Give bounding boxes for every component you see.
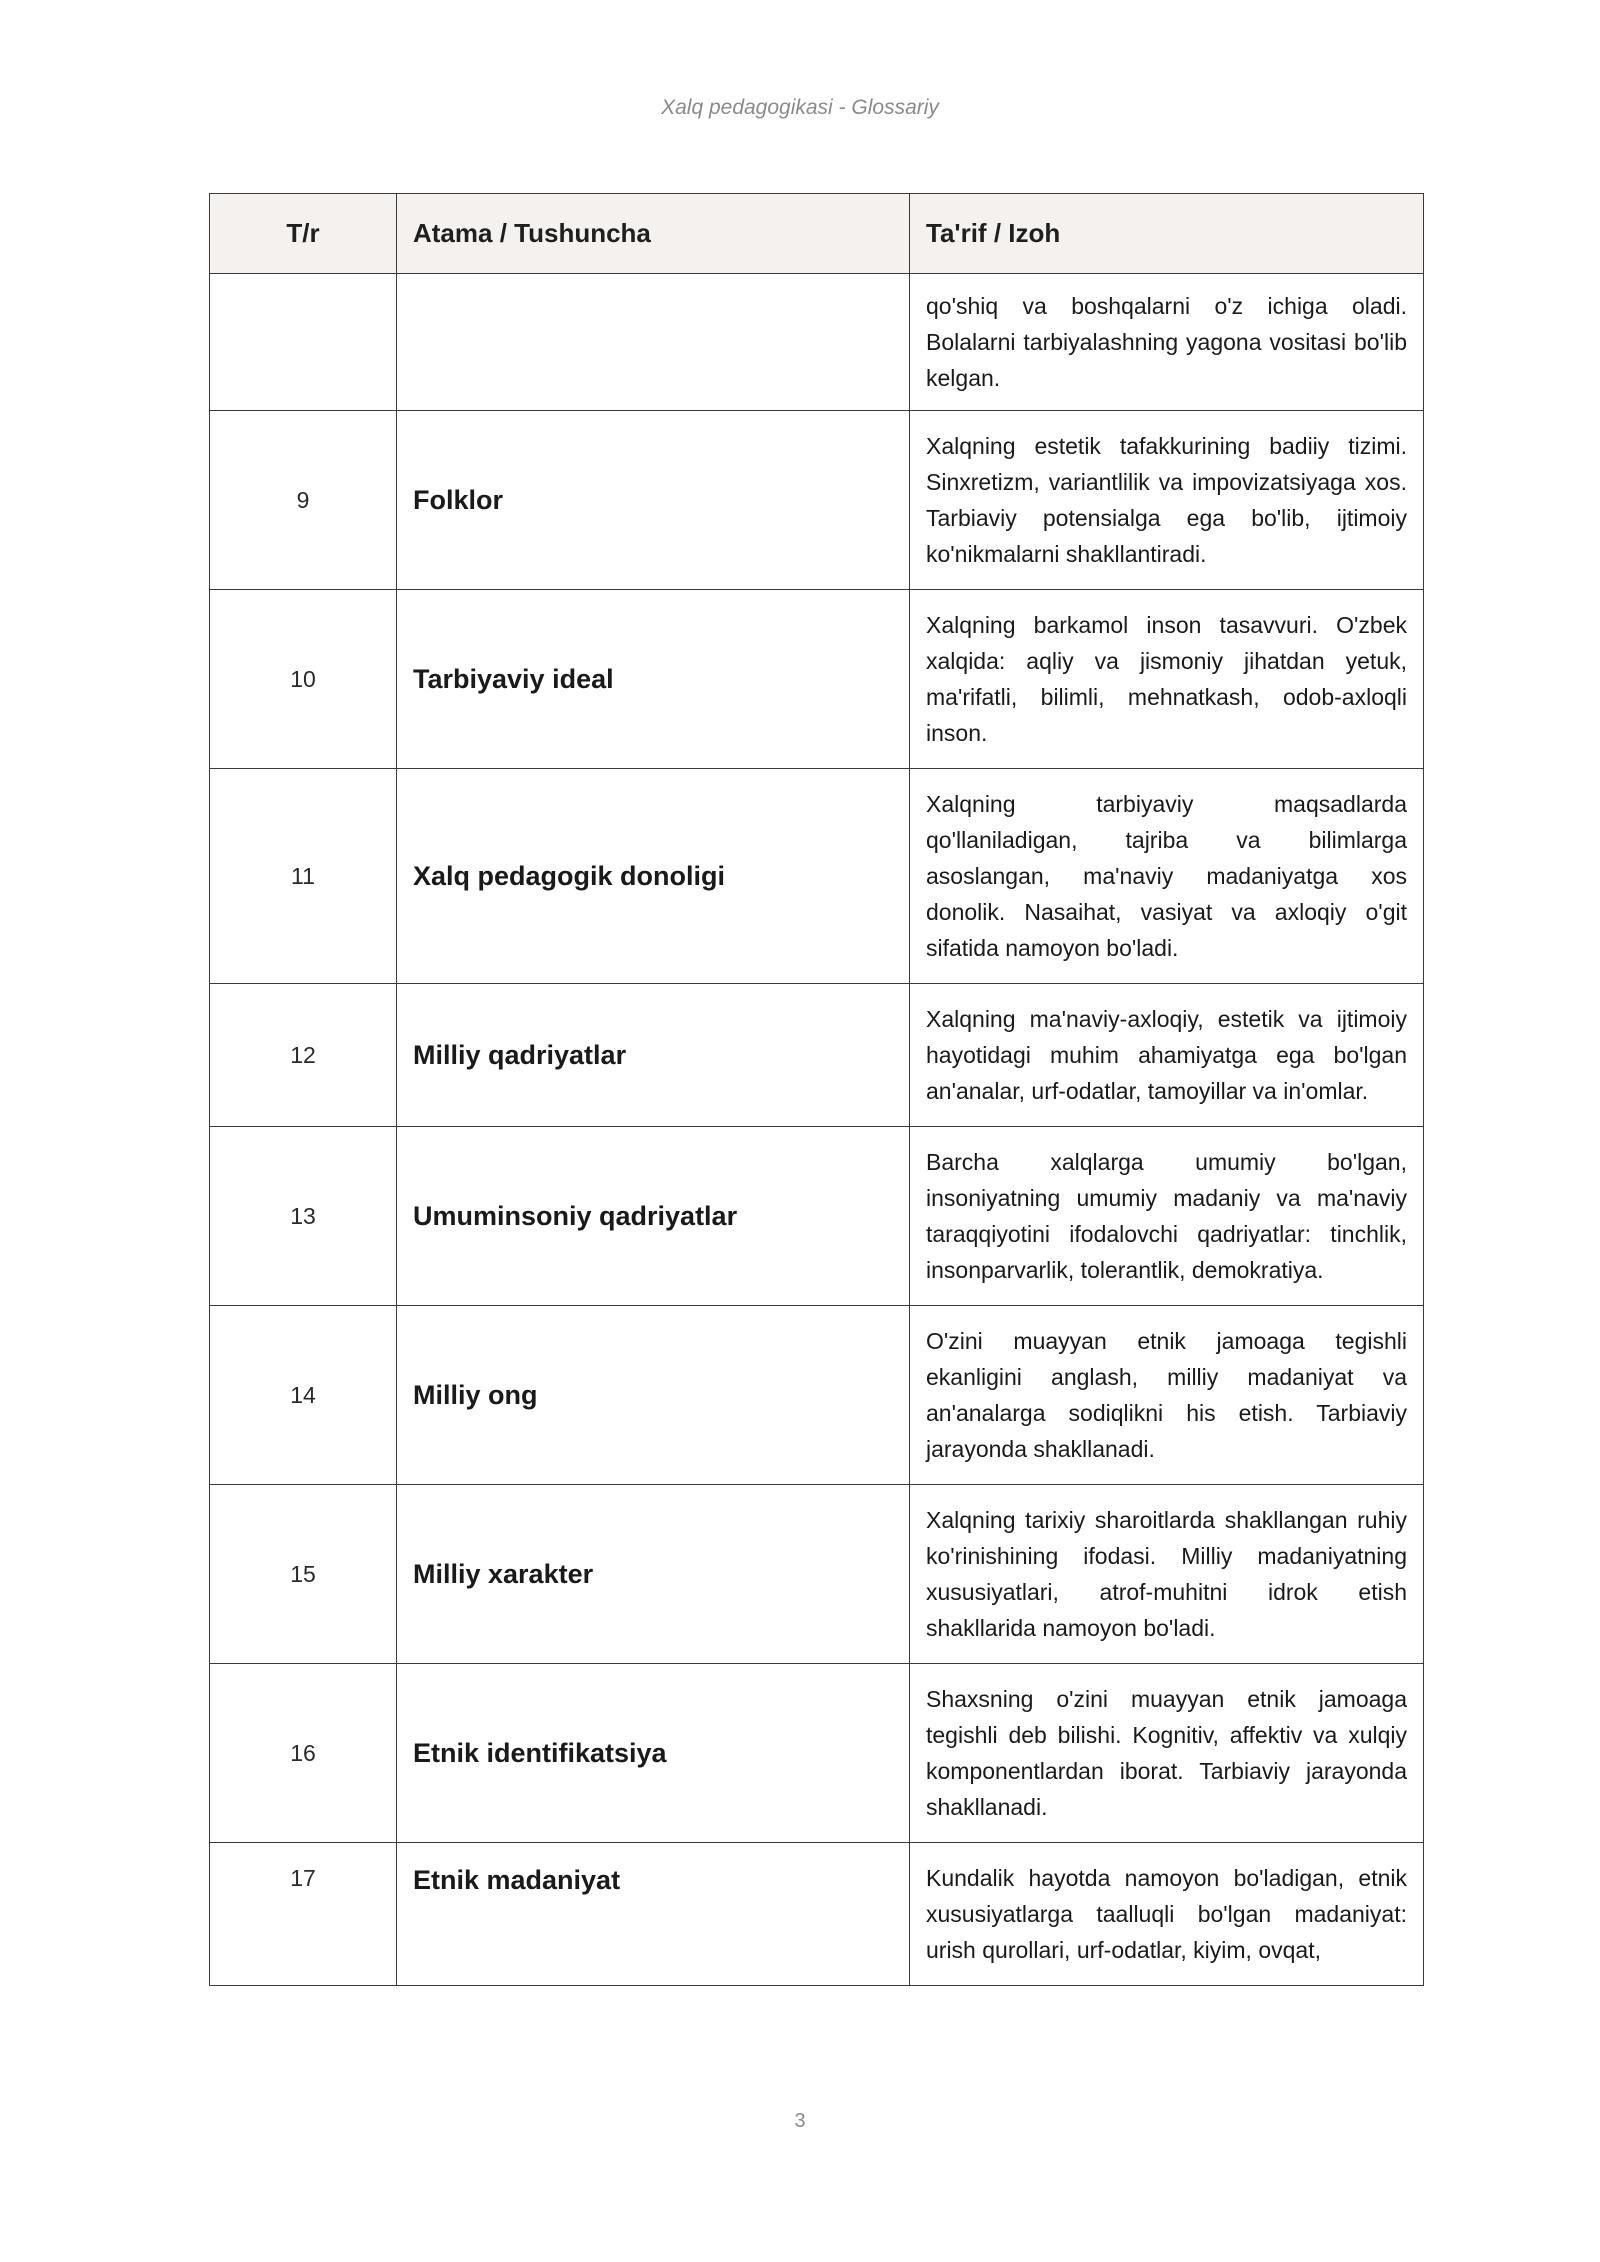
- page-number: 3: [794, 2110, 806, 2132]
- row-term: [397, 274, 910, 411]
- row-term: Xalq pedagogik donoligi: [397, 769, 910, 984]
- column-header-definition: Ta'rif / Izoh: [910, 194, 1424, 274]
- table-row: [210, 1127, 1424, 1306]
- row-definition: Kundalik hayotda namoyon bo'ladigan, etnik xususiyatlarga taalluqli bo'lgan madaniyat: urish qurollari, urf-odatlar, kiyim, ovqat,: [910, 1843, 1424, 1986]
- row-definition: Barcha xalqlarga umumiy bo'lgan, insoniyatning umumiy madaniy va ma'naviy taraqqiyotini ifodalovchi qadriyatlar: tinchlik, insonparvarlik, tolerantlik, demokratiya.: [910, 1127, 1424, 1306]
- row-number: 13: [210, 1127, 397, 1306]
- row-number: 16: [210, 1664, 397, 1843]
- row-term: Etnik madaniyat: [397, 1843, 910, 1986]
- table-row: [210, 411, 1424, 590]
- row-term: Umuminsoniy qadriyatlar: [397, 1127, 910, 1306]
- row-definition: Shaxsning o'zini muayyan etnik jamoaga tegishli deb bilishi. Kognitiv, affektiv va xulqiy komponentlardan iborat. Tarbiaviy jarayonda shakllanadi.: [910, 1664, 1424, 1843]
- row-number: 12: [210, 984, 397, 1127]
- column-header-term: Atama / Tushuncha: [397, 194, 910, 274]
- table-row: [210, 1664, 1424, 1843]
- row-number: 17: [210, 1843, 397, 1986]
- column-header-number: T/r: [210, 194, 397, 274]
- row-number: 11: [210, 769, 397, 984]
- table-row: [210, 984, 1424, 1127]
- table-row: [210, 590, 1424, 769]
- row-number: 9: [210, 411, 397, 590]
- table-header-row: [210, 194, 1424, 274]
- row-number: [210, 274, 397, 411]
- row-term: Milliy ong: [397, 1306, 910, 1485]
- row-term: Tarbiyaviy ideal: [397, 590, 910, 769]
- row-number: 10: [210, 590, 397, 769]
- row-definition: qo'shiq va boshqalarni o'z ichiga oladi. Bolalarni tarbiyalashning yagona vositasi bo'lib kelgan.: [910, 274, 1424, 411]
- row-term: Milliy xarakter: [397, 1485, 910, 1664]
- row-definition: Xalqning tarbiyaviy maqsadlarda qo'llaniladigan, tajriba va bilimlarga asoslangan, ma'naviy madaniyatga xos donolik. Nasaihat, vasiyat va axloqiy o'git sifatida namoyon bo'ladi.: [910, 769, 1424, 984]
- row-number: 15: [210, 1485, 397, 1664]
- row-term: Milliy qadriyatlar: [397, 984, 910, 1127]
- row-term: Etnik identifikatsiya: [397, 1664, 910, 1843]
- table-row: [210, 1485, 1424, 1664]
- table-row: [210, 1843, 1424, 1986]
- row-definition: O'zini muayyan etnik jamoaga tegishli ekanligini anglash, milliy madaniyat va an'analarga sodiqlikni his etish. Tarbiaviy jarayonda shakllanadi.: [910, 1306, 1424, 1485]
- glossary-table: [209, 193, 1424, 1986]
- table-row: [210, 274, 1424, 411]
- row-term: Folklor: [397, 411, 910, 590]
- row-number: 14: [210, 1306, 397, 1485]
- row-definition: Xalqning ma'naviy-axloqiy, estetik va ijtimoiy hayotidagi muhim ahamiyatga ega bo'lgan an'analar, urf-odatlar, tamoyillar va in'omlar.: [910, 984, 1424, 1127]
- running-header: Xalq pedagogikasi - Glossariy: [661, 96, 939, 119]
- table-row: [210, 769, 1424, 984]
- table-row: [210, 1306, 1424, 1485]
- row-definition: Xalqning barkamol inson tasavvuri. O'zbek xalqida: aqliy va jismoniy jihatdan yetuk, ma'rifatli, bilimli, mehnatkash, odob-axloqli inson.: [910, 590, 1424, 769]
- row-definition: Xalqning tarixiy sharoitlarda shakllangan ruhiy ko'rinishining ifodasi. Milliy madaniyatning xususiyatlari, atrof-muhitni idrok etish shakllarida namoyon bo'ladi.: [910, 1485, 1424, 1664]
- row-definition: Xalqning estetik tafakkurining badiiy tizimi. Sinxretizm, variantlilik va impovizatsiyaga xos. Tarbiaviy potensialga ega bo'lib, ijtimoiy ko'nikmalarni shakllantiradi.: [910, 411, 1424, 590]
